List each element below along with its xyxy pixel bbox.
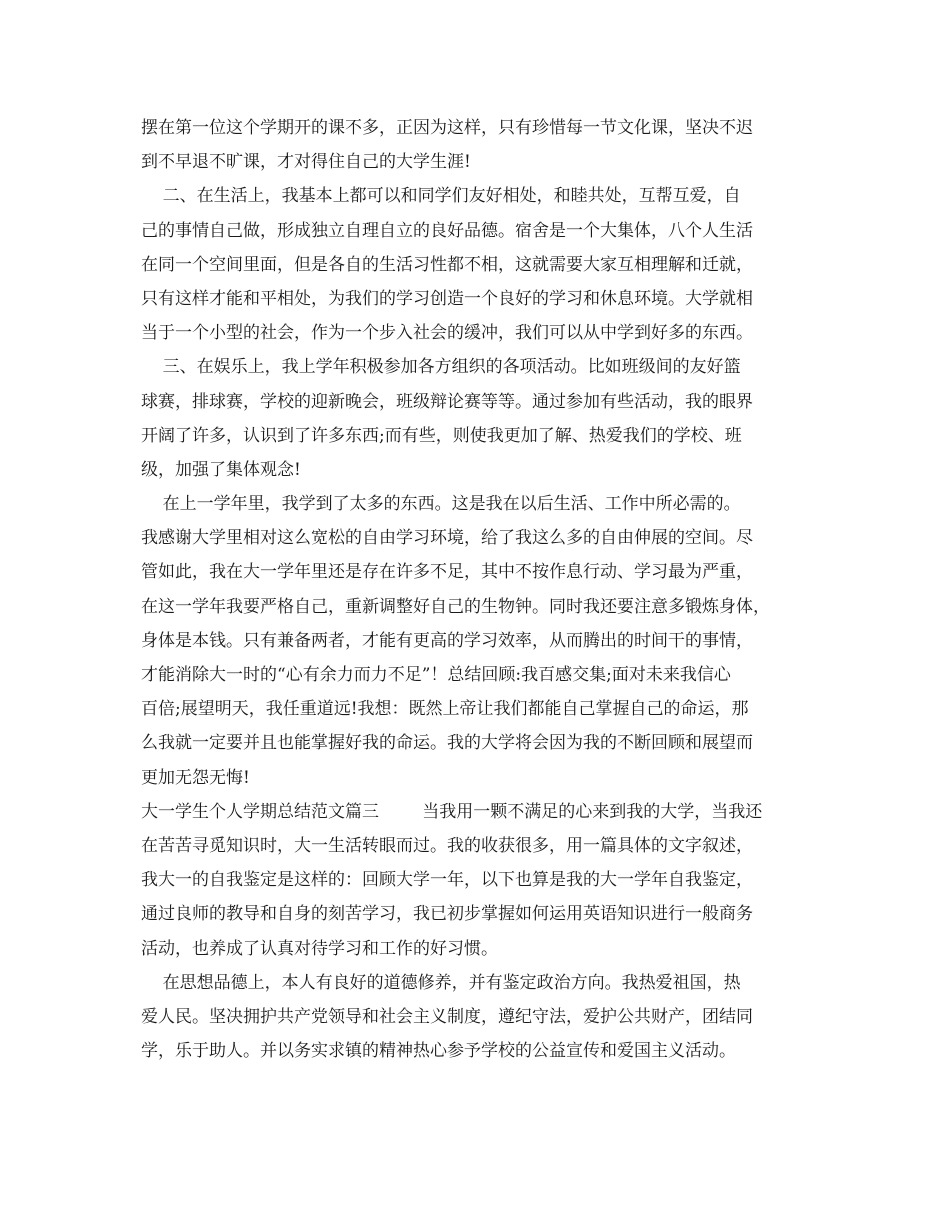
text-line: 己的事情自己做，形成独立自理自立的良好品德。宿舍是一个大集体，八个人生活 xyxy=(141,220,753,241)
text-line: 活动，也养成了认真对待学习和工作的好习惯。 xyxy=(141,938,498,959)
text-line: 百倍;展望明天，我任重道远!我想：既然上帝让我们都能自己掌握自己的命运，那 xyxy=(141,699,749,720)
text-line: 我感谢大学里相对这么宽松的自由学习环境，给了我这么多的自由伸展的空间。尽 xyxy=(141,528,753,549)
text-line: 爱人民。坚决拥护共产党领导和社会主义制度，遵纪守法，爱护公共财产，团结同 xyxy=(141,1006,753,1027)
text-line: 我大一的自我鉴定是这样的：回顾大学一年，以下也算是我的大一学年自我鉴定， xyxy=(141,870,753,891)
text-line: 当于一个小型的社会，作为一个步入社会的缓冲，我们可以从中学到好多的东西。 xyxy=(141,323,753,344)
text-line: 更加无怨无悔! xyxy=(141,767,250,788)
text-line: 管如此，我在大一学年里还是存在许多不足，其中不按作息行动、学习最为严重， xyxy=(141,562,753,583)
text-line: 球赛，排球赛，学校的迎新晚会，班级辩论赛等等。通过参加有些活动，我的眼界 xyxy=(141,391,753,412)
text-line: 到不早退不旷课，才对得住自己的大学生涯! xyxy=(141,152,471,173)
text-line: 级，加强了集体观念! xyxy=(141,459,301,480)
text-line: 在苦苦寻觅知识时，大一生活转眼而过。我的收获很多，用一篇具体的文字叙述， xyxy=(141,835,753,856)
text-line: 才能消除大一时的“心有余力而力不足”！总结回顾:我百感交集;面对未来我信心 xyxy=(141,665,731,685)
section-heading-line: 大一学生个人学期总结范文篇三 当我用一颗不满足的心来到我的大学，当我还 xyxy=(141,801,763,822)
text-line: 身体是本钱。只有兼备两者，才能有更高的学习效率，从而腾出的时间干的事情， xyxy=(141,630,753,651)
text-line: 在同一个空间里面，但是各自的生活习性都不相，这就需要大家互相理解和迁就， xyxy=(141,254,753,275)
document-body xyxy=(141,111,825,1068)
text-line: 三、在娱乐上，我上学年积极参加各方组织的各项活动。比如班级间的友好篮 xyxy=(141,357,741,378)
text-line: 在上一学年里，我学到了太多的东西。这是我在以后生活、工作中所必需的。 xyxy=(141,494,741,515)
text-line: 二、在生活上，我基本上都可以和同学们友好相处，和睦共处，互帮互爱，自 xyxy=(141,186,741,207)
text-line: 么我就一定要并且也能掌握好我的命运。我的大学将会因为我的不断回顾和展望而 xyxy=(141,733,753,754)
text-line: 学，乐于助人。并以务实求镇的精神热心参予学校的公益宣传和爱国主义活动。 xyxy=(141,1041,736,1062)
text-line: 只有这样才能和平相处，为我们的学习创造一个良好的学习和休息环境。大学就相 xyxy=(141,288,753,309)
text-line: 摆在第一位这个学期开的课不多，正因为这样，只有珍惜每一节文化课，坚决不迟 xyxy=(141,118,753,138)
text-line: 在这一学年我要严格自己，重新调整好自己的生物钟。同时我还要注意多锻炼身体， xyxy=(141,596,770,617)
text-line: 开阔了许多，认识到了许多东西;而有些，则使我更加了解、热爱我们的学校、班 xyxy=(141,425,742,446)
text-line: 在思想品德上，本人有良好的道德修养，并有鉴定政治方向。我热爱祖国，热 xyxy=(141,972,741,993)
text-line: 通过良师的教导和自身的刻苦学习，我已初步掌握如何运用英语知识进行一般商务 xyxy=(141,904,753,925)
